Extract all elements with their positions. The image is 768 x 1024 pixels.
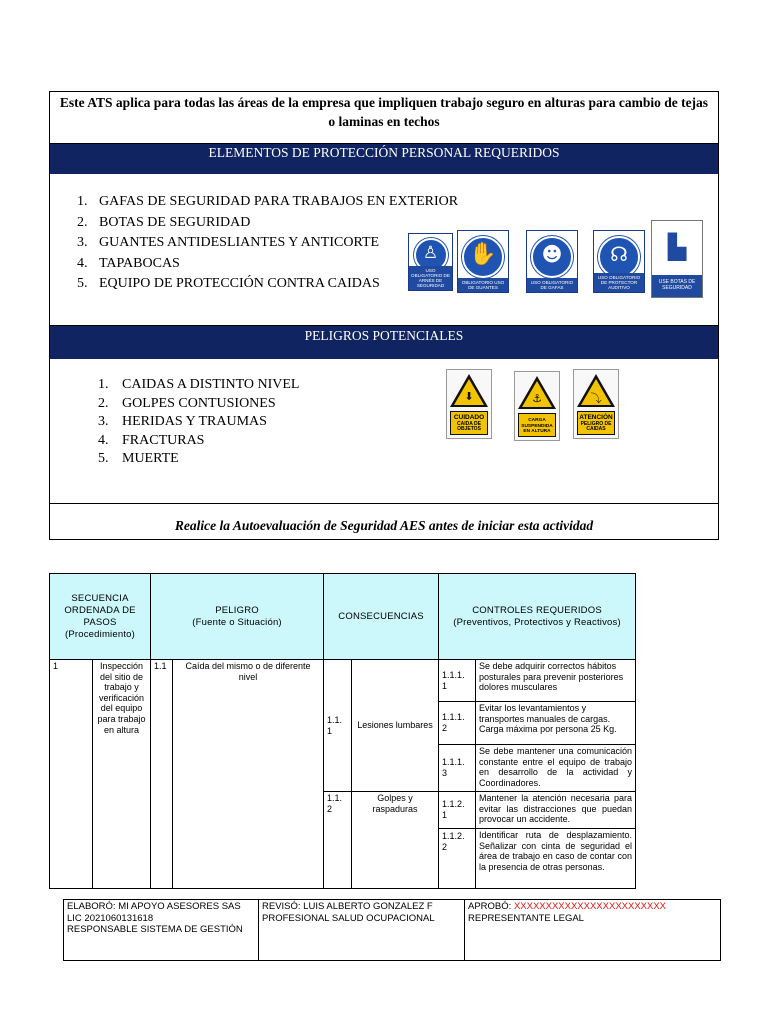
header-consecuencias: CONSECUENCIAS (324, 574, 439, 660)
consequence-text: Lesiones lumbares (352, 660, 439, 792)
list-item: 1. CAIDAS A DISTINTO NIVEL (98, 377, 300, 392)
falling-objects-sign: ⬇ CUIDADO CAIDA DE OBJETOS (446, 369, 492, 439)
aprobo-placeholder: XXXXXXXXXXXXXXXXXXXXXXXX (513, 901, 667, 912)
control-number: 1.1.1. 3 (439, 745, 476, 792)
peligros-section (50, 359, 718, 504)
control-text: Mantener la atención necesaria para evitar las distracciones que puedan provocar un accidente. (476, 792, 636, 829)
header-controles: CONTROLES REQUERIDOS (Preventivos, Protectivos y Reactivos) (439, 574, 636, 660)
step-number: 1 (50, 660, 93, 889)
list-item: 3. HERIDAS Y TRAUMAS (98, 414, 267, 430)
epp-title: ELEMENTOS DE PROTECCIÓN PERSONAL REQUERIDOS (50, 144, 718, 174)
list-item: 4. TAPABOCAS (77, 255, 180, 271)
falling-objects-icon: ⬇ (464, 390, 474, 403)
list-item: 5. MUERTE (98, 451, 179, 467)
gloves-icon: ✋ (469, 242, 497, 267)
ear-protection-icon: ☊ (610, 242, 628, 266)
harness-sign: ♙ USO OBLIGATORIO DE ARNÉS DE SEGURIDAD (408, 233, 453, 291)
final-note: Realice la Autoevaluación de Seguridad AES antes de iniciar esta actividad (174, 518, 594, 533)
hazard-description: Caída del mismo o de diferente nivel (173, 660, 324, 889)
fall-hazard-icon: ⤵ (590, 392, 602, 405)
aprobo-cell: APROBÓ: XXXXXXXXXXXXXXXXXXXXXXXX REPRESENTANTE LEGAL (465, 900, 721, 961)
control-text: Se debe adquirir correctos hábitos posturales para prevenir posteriores dolores musculares (476, 660, 636, 702)
list-item: 2. BOTAS DE SEGURIDAD (77, 214, 251, 230)
elaboro-cell: ELABORÓ: MI APOYO ASESORES SAS LIC 2021060131618 RESPONSABLE SISTEMA DE GESTIÓN (64, 900, 259, 961)
goggles-icon: ☻ (541, 242, 563, 266)
hazard-number: 1.1 (151, 660, 173, 889)
suspended-load-sign: ⚓ CARGA SUSPENDIDA EN ALTURA (514, 371, 560, 441)
control-number: 1.1.1. 2 (439, 702, 476, 745)
step-description: Inspección del sitio de trabajo y verificación del equipo para trabajo en altura (93, 660, 151, 889)
table-header-row (50, 574, 636, 660)
list-item: 3. GUANTES ANTIDESLIANTES Y ANTICORTE (77, 235, 380, 250)
consequence-number: 1.1. 1 (324, 660, 352, 792)
epp-section (50, 174, 718, 326)
signoff-row (64, 900, 721, 961)
control-number: 1.1.1. 1 (439, 660, 476, 702)
ats-table (49, 573, 636, 889)
fall-hazard-sign: ⤵ ATENCIÓN PELIGRO DE CAIDAS (573, 369, 619, 439)
gloves-sign: ✋ OBLIGATORIO USO DE GUANTES (457, 230, 509, 293)
peligros-title: PELIGROS POTENCIALES (50, 326, 718, 359)
boots-sign: ▙ USE BOTAS DE SEGURIDAD (651, 220, 703, 298)
signoff-table (63, 899, 721, 961)
control-text: Evitar los levantamientos y transportes manuales de cargas. Carga máxima por persona 25 Kg. (476, 702, 636, 745)
reviso-cell: REVISÓ: LUIS ALBERTO GONZALEZ F PROFESIONAL SALUD OCUPACIONAL (259, 900, 465, 961)
harness-icon: ♙ (422, 243, 439, 263)
control-text: Identificar ruta de desplazamiento. Señalizar con cinta de seguridad el área de trabajo en caso de contar con la presencia de otras personas. (476, 829, 636, 889)
peligros-list (98, 377, 299, 470)
control-number: 1.1.2. 2 (439, 829, 476, 889)
suspended-load-icon: ⚓ (532, 392, 542, 405)
boots-icon: ▙ (667, 233, 687, 261)
header-secuencia: SECUENCIA ORDENADA DE PASOS (Procedimiento) (50, 574, 151, 660)
list-item: 4. FRACTURAS (98, 432, 205, 448)
table-row (50, 660, 636, 702)
header-peligro: PELIGRO (Fuente o Situación) (151, 574, 324, 660)
intro-text: Este ATS aplica para todas las áreas de la empresa que impliquen trabajo seguro en alturas para cambio de tejas o laminas en techos (50, 92, 718, 144)
consequence-number: 1.1. 2 (324, 792, 352, 889)
goggles-sign: ☻ USO OBLIGATORIO DE GAFAS (526, 230, 578, 293)
ear-protection-sign: ☊ USO OBLIGATORIO DE PROTECTOR AUDITIVO (593, 230, 645, 293)
list-item: 2. GOLPES CONTUSIONES (98, 395, 276, 411)
consequence-text: Golpes y raspaduras (352, 792, 439, 889)
ats-block (49, 91, 719, 540)
list-item: 1. GAFAS DE SEGURIDAD PARA TRABAJOS EN EXTERIOR (77, 194, 459, 209)
list-item: 5. EQUIPO DE PROTECCIÓN CONTRA CAIDAS (77, 276, 380, 291)
control-text: Se debe mantener una comunicación constante entre el equipo de trabajo en desarrollo de la actividad y Coordinadores. (476, 745, 636, 792)
epp-list (77, 194, 458, 297)
control-number: 1.1.2. 1 (439, 792, 476, 829)
